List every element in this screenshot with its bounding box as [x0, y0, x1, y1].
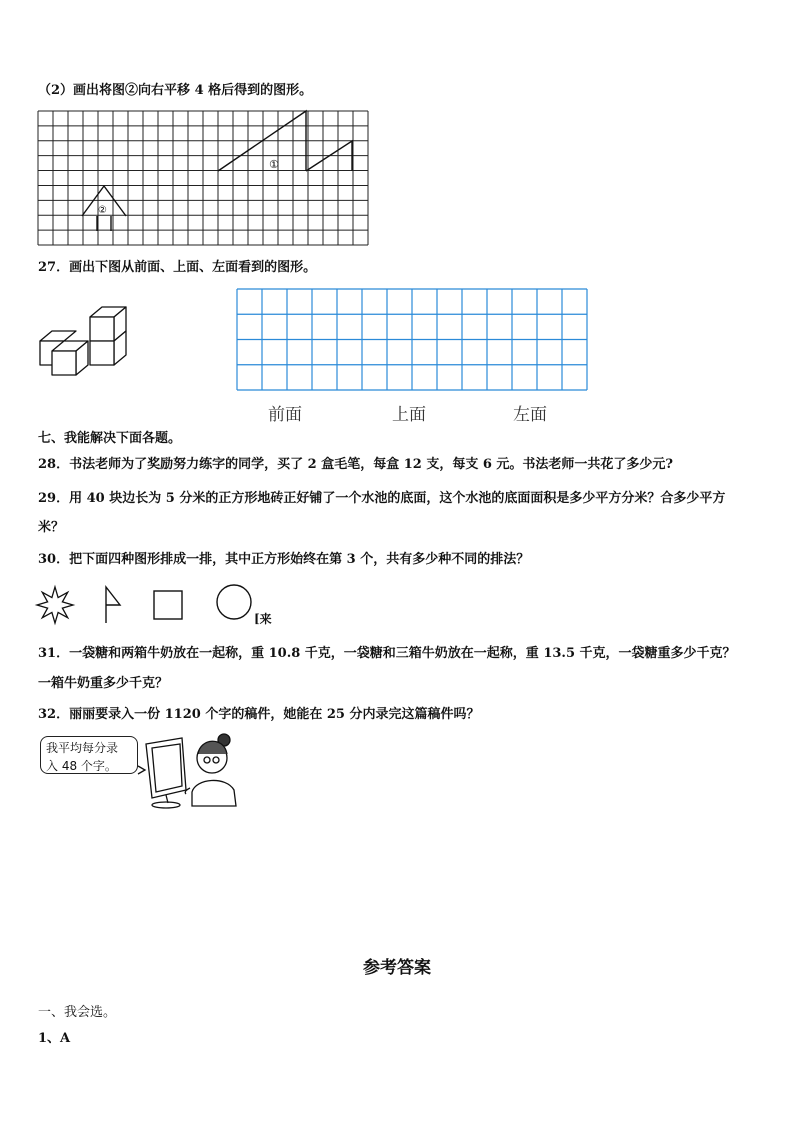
answers-section-1: 一、我会选。 [38, 1005, 117, 1020]
cube-stack-figure [36, 303, 136, 383]
question-26-part-2: （2）画出将图②向右平移 4 格后得到的图形。 [38, 83, 313, 98]
translation-grid [38, 111, 370, 247]
answers-title: 参考答案 [363, 958, 431, 978]
view-label-left: 左面 [513, 405, 547, 425]
circle-shape [215, 583, 255, 623]
question-29-line-1: 29．用 40 块边长为 5 分米的正方形地砖正好铺了一个水池的底面，这个水池的底面面积是多少平方分米？合多少平方 [38, 491, 726, 506]
question-30: 30．把下面四种图形排成一排，其中正方形始终在第 3 个，共有多少种不同的排法？ [38, 552, 530, 567]
question-31-line-1: 31．一袋糖和两箱牛奶放在一起称，重 10.8 千克，一袋糖和三箱牛奶放在一起称，重 13.5 千克，一袋糖重多少千克？ [38, 646, 736, 661]
square-shape [153, 590, 185, 622]
answer-1: 1、A [38, 1031, 71, 1046]
question-29-line-2: 米？ [38, 520, 65, 535]
question-28: 28．书法老师为了奖励努力练字的同学，买了 2 盒毛笔，每盒 12 支，每支 6 元。书法老师一共花了多少元? [38, 457, 674, 472]
view-label-front: 前面 [268, 405, 302, 425]
speech-bubble: 我平均每分录 入 48 个字。 [40, 736, 138, 774]
flag-shape [100, 585, 126, 625]
question-27: 27．画出下图从前面、上面、左面看到的图形。 [38, 260, 317, 275]
stray-text: [来 [254, 612, 272, 626]
shape-2-label: ② [98, 205, 107, 216]
view-label-top: 上面 [392, 405, 426, 425]
shape-1-label: ① [269, 158, 279, 171]
view-drawing-grid [237, 289, 589, 392]
section-7-heading: 七、我能解决下面各题。 [38, 431, 182, 446]
star-shape [36, 586, 76, 626]
girl-at-computer-illustration [130, 730, 240, 810]
question-31-line-2: 一箱牛奶重多少千克？ [38, 676, 169, 691]
question-32: 32．丽丽要录入一份 1120 个字的稿件，她能在 25 分内录完这篇稿件吗？ [38, 707, 480, 722]
